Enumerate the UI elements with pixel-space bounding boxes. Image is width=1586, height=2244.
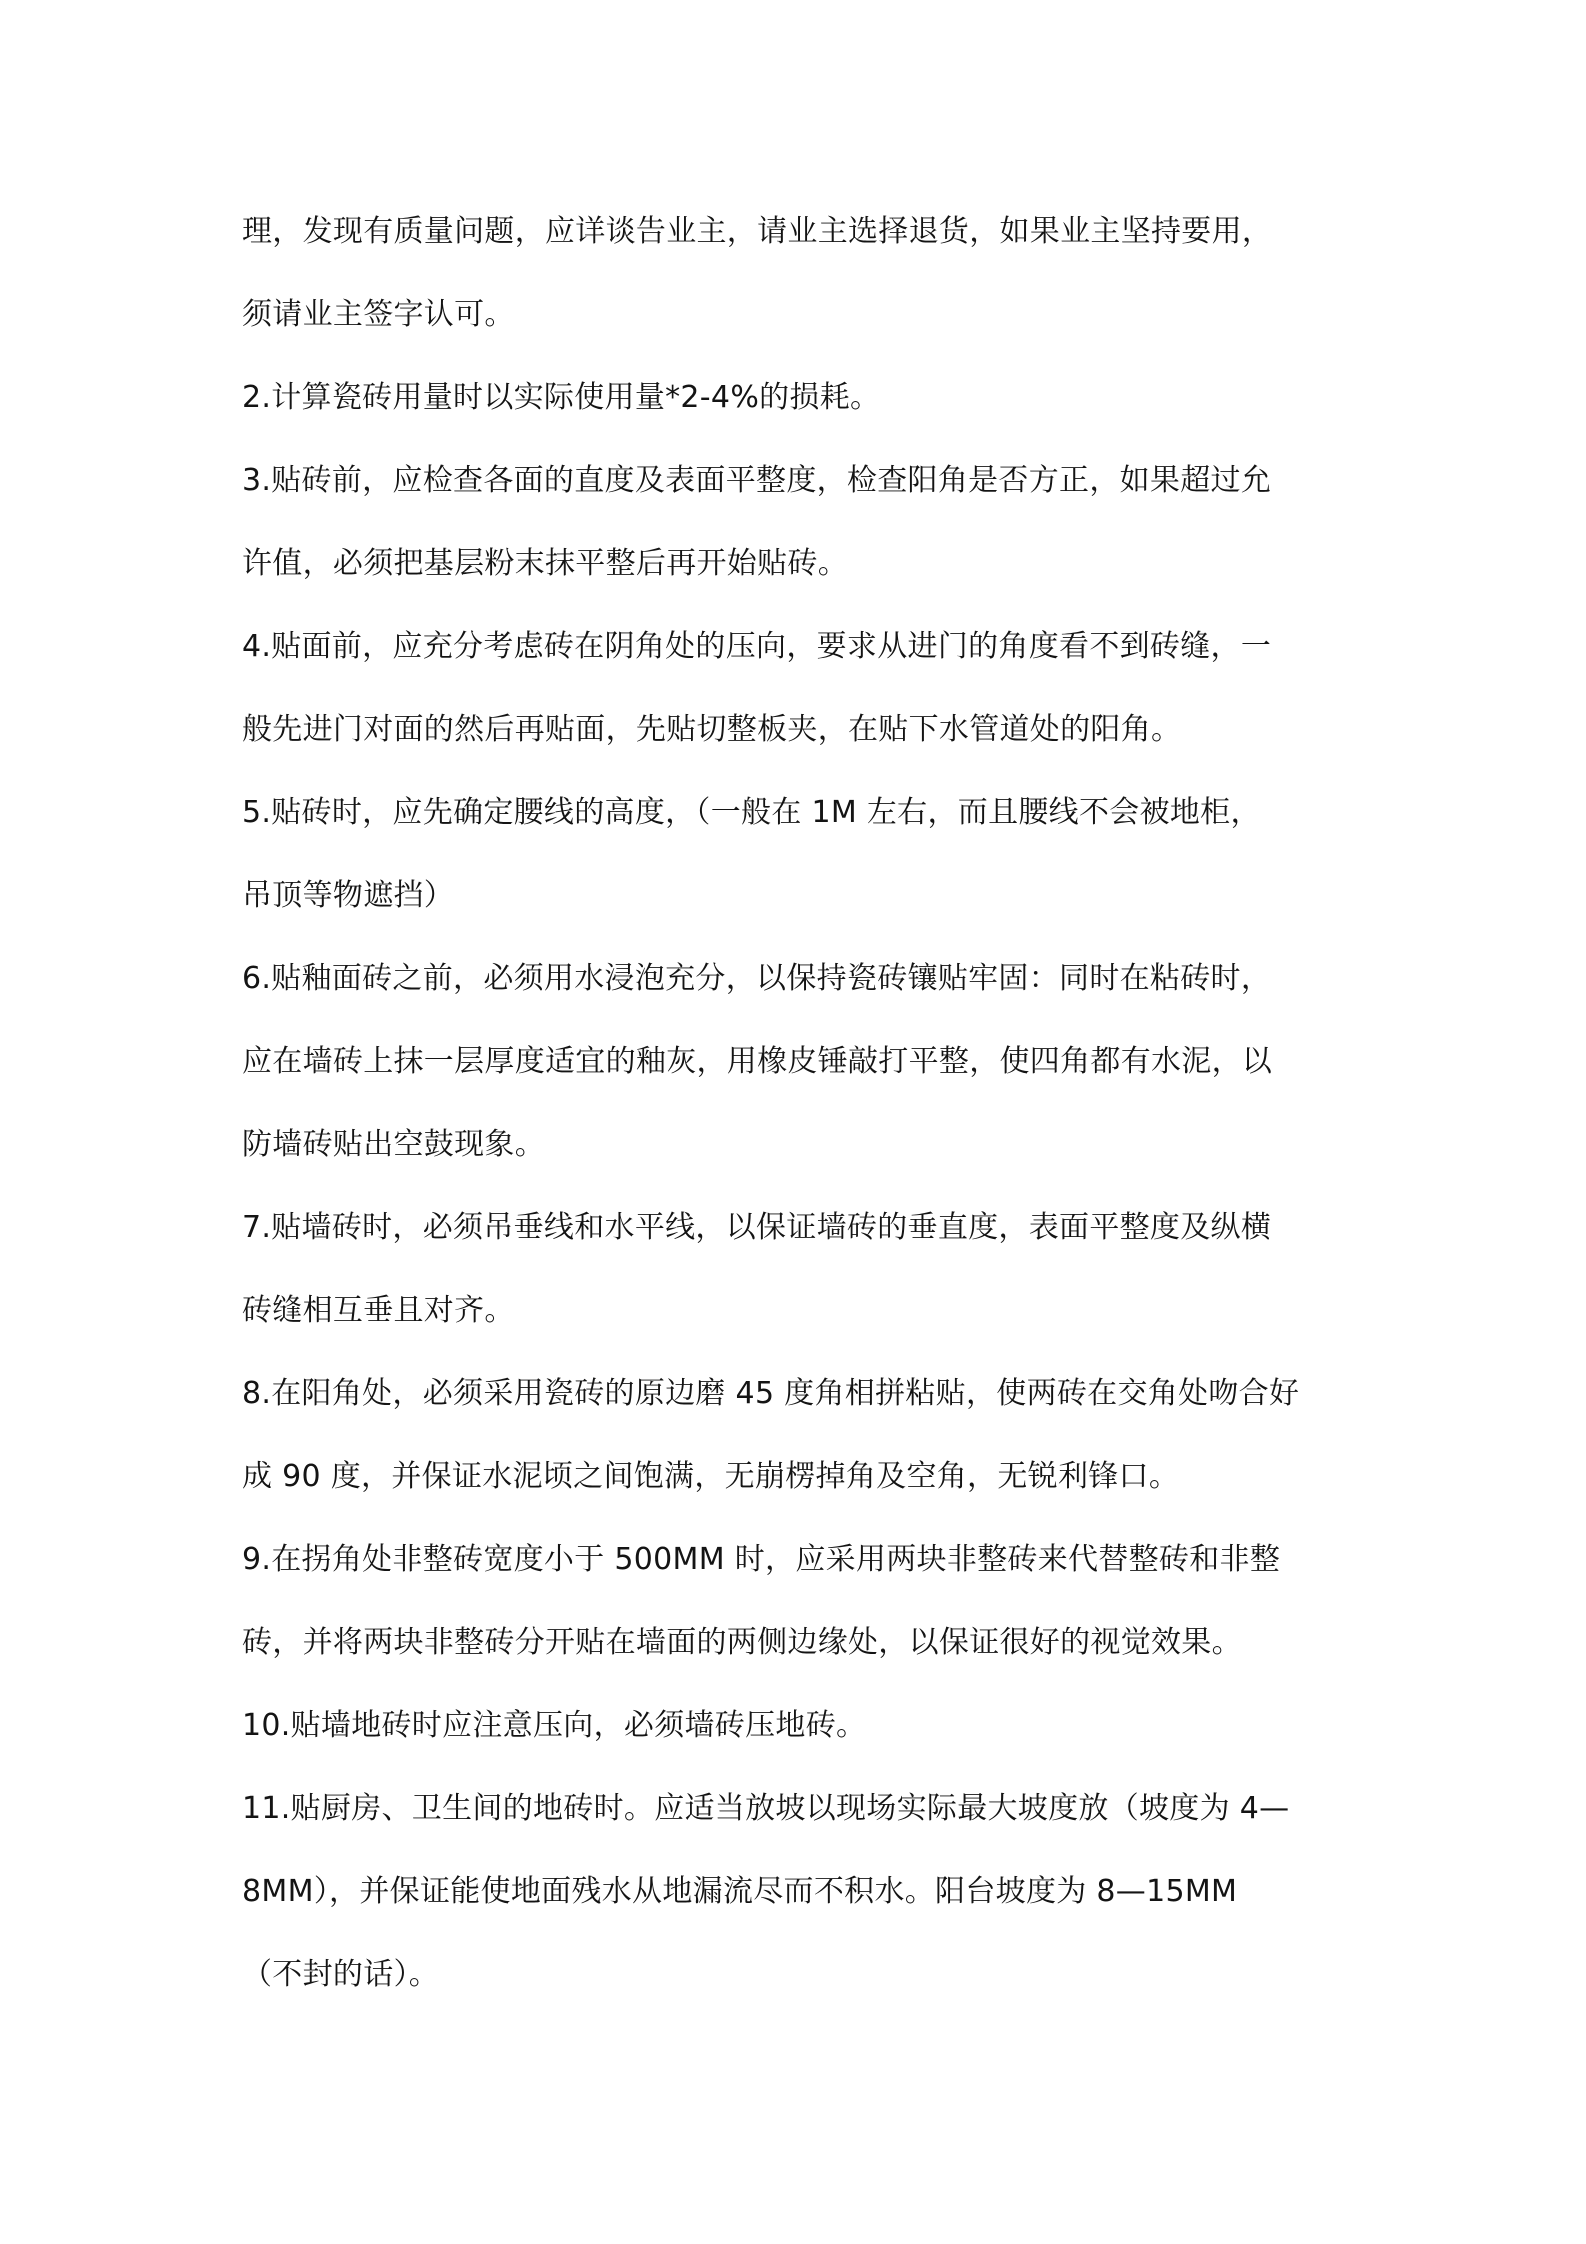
text-line: 砖缝相互垂且对齐。: [242, 1293, 515, 1328]
text-line: 8.在阳角处，必须采用瓷砖的原边磨 45 度角相拼粘贴，使两砖在交角处吻合好: [242, 1376, 1300, 1411]
text-line: 7.贴墙砖时，必须吊垂线和水平线，以保证墙砖的垂直度，表面平整度及纵横: [242, 1210, 1272, 1245]
text-line: 理，发现有质量问题，应详谈告业主，请业主选择退货，如果业主坚持要用，: [242, 214, 1273, 249]
text-line: 须请业主签字认可。: [242, 297, 515, 332]
text-line: 4.贴面前，应充分考虑砖在阴角处的压向，要求从进门的角度看不到砖缝，一: [242, 629, 1272, 664]
text-line: （不封的话）。: [242, 1957, 440, 1992]
text-line: 般先进门对面的然后再贴面，先贴切整板夹，在贴下水管道处的阳角。: [242, 712, 1182, 747]
text-line: 防墙砖贴出空鼓现象。: [242, 1127, 545, 1162]
text-line: 许值，必须把基层粉末抹平整后再开始贴砖。: [242, 546, 848, 581]
document-body: [242, 200, 1362, 2026]
text-line: 成 90 度，并保证水泥顷之间饱满，无崩楞掉角及空角，无锐利锋口。: [242, 1459, 1180, 1494]
text-line: 5.贴砖时，应先确定腰线的高度，（一般在 1M 左右，而且腰线不会被地柜，: [242, 795, 1261, 830]
text-line: 8MM），并保证能使地面残水从地漏流尽而不积水。阳台坡度为 8—15MM: [242, 1874, 1238, 1909]
text-line: 6.贴釉面砖之前，必须用水浸泡充分，以保持瓷砖镶贴牢固：同时在粘砖时，: [242, 961, 1272, 996]
text-line: 砖，并将两块非整砖分开贴在墙面的两侧边缘处，以保证很好的视觉效果。: [242, 1625, 1242, 1660]
text-line: 应在墙砖上抹一层厚度适宜的釉灰，用橡皮锤敲打平整，使四角都有水泥，以: [242, 1044, 1273, 1079]
text-line: 3.贴砖前，应检查各面的直度及表面平整度，检查阳角是否方正，如果超过允: [242, 463, 1272, 498]
text-line: 10.贴墙地砖时应注意压向，必须墙砖压地砖。: [242, 1708, 867, 1743]
text-line: 吊顶等物遮挡）: [242, 878, 455, 913]
text-line: 9.在拐角处非整砖宽度小于 500MM 时，应采用两块非整砖来代替整砖和非整: [242, 1542, 1281, 1577]
text-line: 2.计算瓷砖用量时以实际使用量*2-4%的损耗。: [242, 380, 881, 415]
text-line: 11.贴厨房、卫生间的地砖时。应适当放坡以现场实际最大坡度放（坡度为 4—: [242, 1791, 1290, 1826]
